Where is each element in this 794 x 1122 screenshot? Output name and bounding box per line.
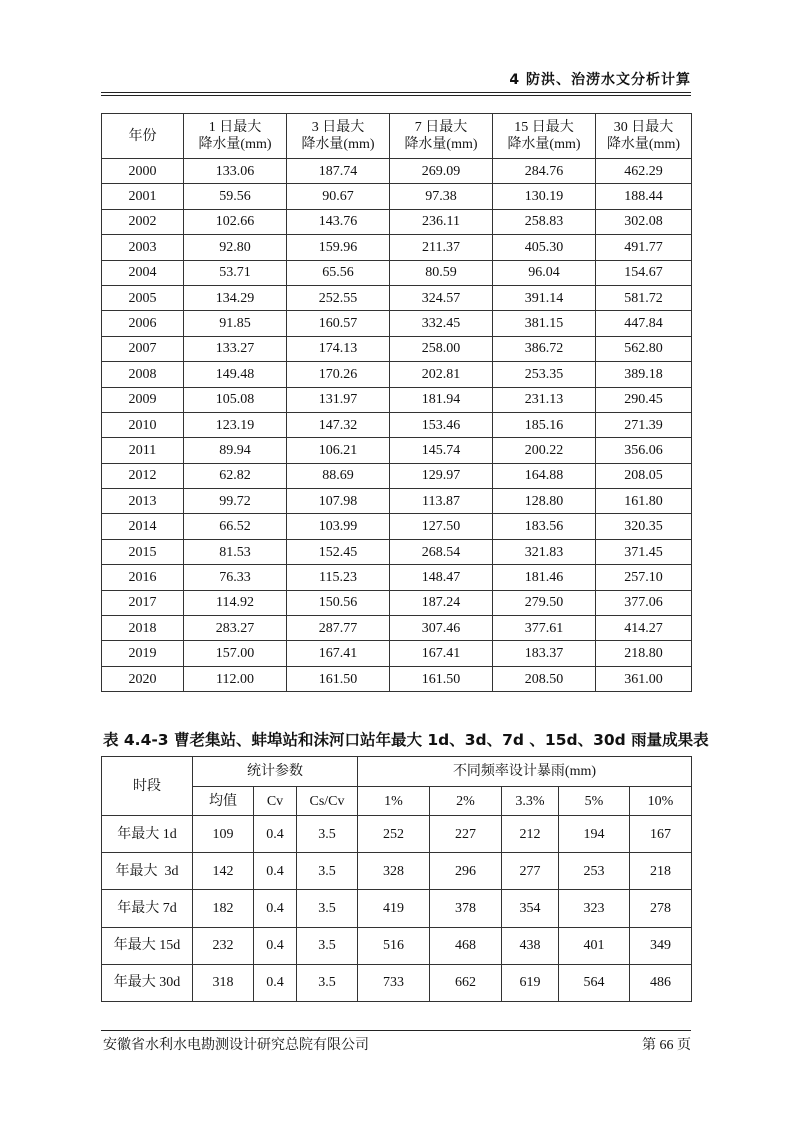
table-cell: 年最大 7d — [102, 890, 193, 927]
table-row — [102, 285, 692, 310]
table-cell: 133.27 — [184, 336, 287, 361]
table-cell: 167.41 — [287, 641, 390, 666]
table-row — [102, 927, 692, 964]
table-cell: 142 — [193, 853, 254, 890]
table-cell: 258.00 — [390, 336, 493, 361]
table-cell: 113.87 — [390, 489, 493, 514]
table-cell: 419 — [358, 890, 430, 927]
table-cell: 2002 — [102, 209, 184, 234]
table-row — [102, 489, 692, 514]
table-row — [102, 412, 692, 437]
table-cell: 2017 — [102, 590, 184, 615]
table-cell: 232 — [193, 927, 254, 964]
table-cell: 401 — [559, 927, 630, 964]
table-cell: 167 — [630, 816, 692, 853]
table-cell: 0.4 — [254, 853, 297, 890]
table-cell: 200.22 — [493, 438, 596, 463]
table-row — [102, 590, 692, 615]
col-header-p10: 10% — [630, 787, 692, 816]
table-row — [102, 260, 692, 285]
table-cell: 277 — [502, 853, 559, 890]
table-cell: 174.13 — [287, 336, 390, 361]
table-cell: 76.33 — [184, 565, 287, 590]
table-cell: 218 — [630, 853, 692, 890]
table-cell: 112.00 — [184, 666, 287, 691]
table-cell: 187.74 — [287, 159, 390, 184]
table-cell: 278 — [630, 890, 692, 927]
table-cell: 2016 — [102, 565, 184, 590]
table-cell: 123.19 — [184, 412, 287, 437]
table-cell: 2014 — [102, 514, 184, 539]
table-cell: 167.41 — [390, 641, 493, 666]
table-cell: 96.04 — [493, 260, 596, 285]
table-cell: 491.77 — [596, 235, 692, 260]
table-cell: 414.27 — [596, 616, 692, 641]
table-cell: 328 — [358, 853, 430, 890]
table-cell: 733 — [358, 964, 430, 1001]
col-header-mean: 均值 — [193, 787, 254, 816]
table-cell: 211.37 — [390, 235, 493, 260]
table-cell: 2020 — [102, 666, 184, 691]
col-header-p3-3: 3.3% — [502, 787, 559, 816]
table-cell: 2005 — [102, 285, 184, 310]
table-row — [102, 853, 692, 890]
table-cell: 88.69 — [287, 463, 390, 488]
table-cell: 377.61 — [493, 616, 596, 641]
table-cell: 2010 — [102, 412, 184, 437]
table-cell: 564 — [559, 964, 630, 1001]
table-cell: 227 — [430, 816, 502, 853]
table-cell: 年最大 15d — [102, 927, 193, 964]
table-row — [102, 565, 692, 590]
table-cell: 145.74 — [390, 438, 493, 463]
table-cell: 年最大 30d — [102, 964, 193, 1001]
table-cell: 389.18 — [596, 362, 692, 387]
table-row — [102, 184, 692, 209]
table-cell: 2004 — [102, 260, 184, 285]
table-cell: 208.50 — [493, 666, 596, 691]
table-cell: 208.05 — [596, 463, 692, 488]
table-cell: 150.56 — [287, 590, 390, 615]
table-cell: 2012 — [102, 463, 184, 488]
table-cell: 438 — [502, 927, 559, 964]
table-cell: 103.99 — [287, 514, 390, 539]
table-cell: 468 — [430, 927, 502, 964]
annual-max-rainfall-table — [101, 113, 692, 692]
table-cell: 114.92 — [184, 590, 287, 615]
table-cell: 386.72 — [493, 336, 596, 361]
table-cell: 581.72 — [596, 285, 692, 310]
col-header-30d: 30 日最大 降水量(mm) — [596, 114, 692, 159]
table-cell: 307.46 — [390, 616, 493, 641]
table-cell: 157.00 — [184, 641, 287, 666]
table-cell: 147.32 — [287, 412, 390, 437]
header-rule — [101, 92, 691, 93]
table-cell: 92.80 — [184, 235, 287, 260]
table-cell: 188.44 — [596, 184, 692, 209]
table-cell: 80.59 — [390, 260, 493, 285]
table-cell: 3.5 — [297, 964, 358, 1001]
col-header-year: 年份 — [102, 114, 184, 159]
table-cell: 3.5 — [297, 853, 358, 890]
col-header-stats: 统计参数 — [193, 757, 358, 787]
table-cell: 381.15 — [493, 311, 596, 336]
table-cell: 181.94 — [390, 387, 493, 412]
table-cell: 2003 — [102, 235, 184, 260]
table-cell: 302.08 — [596, 209, 692, 234]
table-row — [102, 514, 692, 539]
table-cell: 354 — [502, 890, 559, 927]
table-cell: 253.35 — [493, 362, 596, 387]
table-cell: 516 — [358, 927, 430, 964]
table-cell: 133.06 — [184, 159, 287, 184]
table-cell: 3.5 — [297, 890, 358, 927]
table-cell: 130.19 — [493, 184, 596, 209]
col-header-15d: 15 日最大 降水量(mm) — [493, 114, 596, 159]
table-cell: 2019 — [102, 641, 184, 666]
table-cell: 年最大 1d — [102, 816, 193, 853]
table-cell: 105.08 — [184, 387, 287, 412]
table-cell: 268.54 — [390, 539, 493, 564]
table-row — [102, 336, 692, 361]
table-cell: 81.53 — [184, 539, 287, 564]
table-body — [102, 159, 692, 692]
table-cell: 253 — [559, 853, 630, 890]
table-cell: 486 — [630, 964, 692, 1001]
table-cell: 0.4 — [254, 890, 297, 927]
table-cell: 90.67 — [287, 184, 390, 209]
table-cell: 2015 — [102, 539, 184, 564]
table-cell: 447.84 — [596, 311, 692, 336]
footer-company: 安徽省水利水电勘测设计研究总院有限公司 — [103, 1037, 369, 1053]
table-row — [102, 616, 692, 641]
table-cell: 0.4 — [254, 927, 297, 964]
table-cell: 102.66 — [184, 209, 287, 234]
table-cell: 3.5 — [297, 927, 358, 964]
col-header-cv: Cv — [254, 787, 297, 816]
table-cell: 153.46 — [390, 412, 493, 437]
table-caption: 表 4.4-3 曹老集站、蚌埠站和沫河口站年最大 1d、3d、7d 、15d、30d 雨量成果表 — [103, 731, 709, 749]
table-row — [102, 463, 692, 488]
table-cell: 143.76 — [287, 209, 390, 234]
table-cell: 231.13 — [493, 387, 596, 412]
col-header-7d: 7 日最大 降水量(mm) — [390, 114, 493, 159]
table-cell: 129.97 — [390, 463, 493, 488]
table-cell: 2001 — [102, 184, 184, 209]
table-cell: 131.97 — [287, 387, 390, 412]
table-cell: 106.21 — [287, 438, 390, 463]
table-cell: 185.16 — [493, 412, 596, 437]
table-cell: 296 — [430, 853, 502, 890]
table-cell: 164.88 — [493, 463, 596, 488]
table-cell: 212 — [502, 816, 559, 853]
table-cell: 2008 — [102, 362, 184, 387]
table-row — [102, 539, 692, 564]
table-cell: 284.76 — [493, 159, 596, 184]
table-cell: 59.56 — [184, 184, 287, 209]
table-cell: 127.50 — [390, 514, 493, 539]
table-cell: 405.30 — [493, 235, 596, 260]
table-cell: 年最大 3d — [102, 853, 193, 890]
table-cell: 2006 — [102, 311, 184, 336]
table-cell: 323 — [559, 890, 630, 927]
table-cell: 378 — [430, 890, 502, 927]
table-cell: 2000 — [102, 159, 184, 184]
table-cell: 257.10 — [596, 565, 692, 590]
table-header-row — [102, 757, 692, 787]
table-row — [102, 209, 692, 234]
table-cell: 91.85 — [184, 311, 287, 336]
table-cell: 283.27 — [184, 616, 287, 641]
table-cell: 161.50 — [390, 666, 493, 691]
col-header-p1: 1% — [358, 787, 430, 816]
table-cell: 97.38 — [390, 184, 493, 209]
table-cell: 271.39 — [596, 412, 692, 437]
table-cell: 183.37 — [493, 641, 596, 666]
table-cell: 462.29 — [596, 159, 692, 184]
table-cell: 134.29 — [184, 285, 287, 310]
table-cell: 160.57 — [287, 311, 390, 336]
table-cell: 236.11 — [390, 209, 493, 234]
table-cell: 161.50 — [287, 666, 390, 691]
table-cell: 62.82 — [184, 463, 287, 488]
table-row — [102, 964, 692, 1001]
table-cell: 53.71 — [184, 260, 287, 285]
table-cell: 2011 — [102, 438, 184, 463]
page-header-title: 4 防洪、治涝水文分析计算 — [509, 72, 691, 88]
table-cell: 218.80 — [596, 641, 692, 666]
col-header-period: 时段 — [102, 757, 193, 816]
table-cell: 159.96 — [287, 235, 390, 260]
col-header-cscv: Cs/Cv — [297, 787, 358, 816]
table-cell: 361.00 — [596, 666, 692, 691]
table-cell: 562.80 — [596, 336, 692, 361]
table-cell: 662 — [430, 964, 502, 1001]
table-cell: 324.57 — [390, 285, 493, 310]
table-cell: 377.06 — [596, 590, 692, 615]
design-rainfall-table — [101, 756, 692, 1002]
table-cell: 2009 — [102, 387, 184, 412]
table-cell: 2007 — [102, 336, 184, 361]
table-row — [102, 362, 692, 387]
table-cell: 371.45 — [596, 539, 692, 564]
header-rule-thin — [101, 95, 691, 96]
table-cell: 65.56 — [287, 260, 390, 285]
table-cell: 279.50 — [493, 590, 596, 615]
table-cell: 391.14 — [493, 285, 596, 310]
table-cell: 252.55 — [287, 285, 390, 310]
table-cell: 3.5 — [297, 816, 358, 853]
table-cell: 194 — [559, 816, 630, 853]
table-cell: 107.98 — [287, 489, 390, 514]
table-header-row — [102, 114, 692, 159]
table-row — [102, 311, 692, 336]
table-cell: 89.94 — [184, 438, 287, 463]
table-cell: 183.56 — [493, 514, 596, 539]
table-cell: 202.81 — [390, 362, 493, 387]
col-header-3d: 3 日最大 降水量(mm) — [287, 114, 390, 159]
table-cell: 318 — [193, 964, 254, 1001]
table-cell: 2018 — [102, 616, 184, 641]
table-cell: 356.06 — [596, 438, 692, 463]
table-cell: 115.23 — [287, 565, 390, 590]
footer-rule — [101, 1030, 691, 1031]
table-cell: 258.83 — [493, 209, 596, 234]
col-header-1d: 1 日最大 降水量(mm) — [184, 114, 287, 159]
table-cell: 187.24 — [390, 590, 493, 615]
table-cell: 149.48 — [184, 362, 287, 387]
table-cell: 2013 — [102, 489, 184, 514]
table-cell: 349 — [630, 927, 692, 964]
table-cell: 181.46 — [493, 565, 596, 590]
col-header-p5: 5% — [559, 787, 630, 816]
table-cell: 252 — [358, 816, 430, 853]
table-row — [102, 387, 692, 412]
table-cell: 619 — [502, 964, 559, 1001]
table-cell: 0.4 — [254, 964, 297, 1001]
table-cell: 66.52 — [184, 514, 287, 539]
col-header-design: 不同频率设计暴雨(mm) — [358, 757, 692, 787]
table-cell: 128.80 — [493, 489, 596, 514]
table-cell: 152.45 — [287, 539, 390, 564]
table-cell: 99.72 — [184, 489, 287, 514]
table-row — [102, 438, 692, 463]
table-cell: 161.80 — [596, 489, 692, 514]
table-row — [102, 641, 692, 666]
table-row — [102, 816, 692, 853]
table-row — [102, 235, 692, 260]
table-cell: 290.45 — [596, 387, 692, 412]
table-row — [102, 890, 692, 927]
table-cell: 154.67 — [596, 260, 692, 285]
table-cell: 321.83 — [493, 539, 596, 564]
table-cell: 0.4 — [254, 816, 297, 853]
col-header-p2: 2% — [430, 787, 502, 816]
table-cell: 269.09 — [390, 159, 493, 184]
table-cell: 170.26 — [287, 362, 390, 387]
table-cell: 332.45 — [390, 311, 493, 336]
table-row — [102, 666, 692, 691]
table-body — [102, 816, 692, 1002]
table-cell: 109 — [193, 816, 254, 853]
table-cell: 320.35 — [596, 514, 692, 539]
table-cell: 148.47 — [390, 565, 493, 590]
table-cell: 182 — [193, 890, 254, 927]
footer-page-number: 第 66 页 — [642, 1038, 691, 1053]
table-row — [102, 159, 692, 184]
table-cell: 287.77 — [287, 616, 390, 641]
